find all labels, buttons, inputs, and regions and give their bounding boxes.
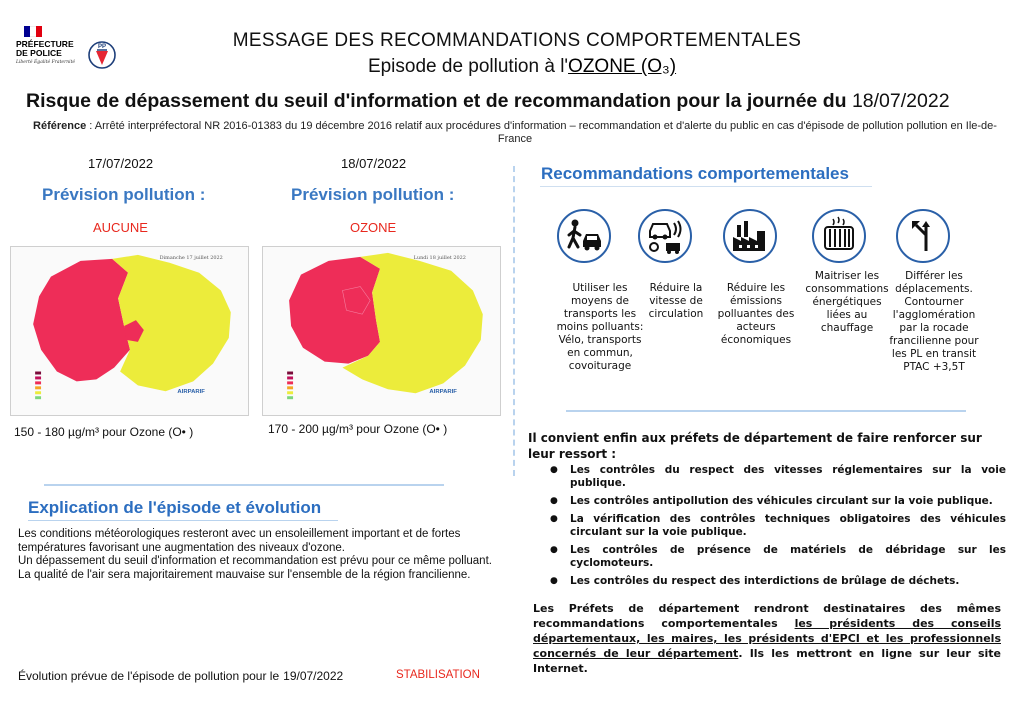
prefecture-motto: Liberté Égalité Fraternité bbox=[16, 60, 76, 65]
forecast-date-1: 17/07/2022 bbox=[88, 156, 154, 171]
emblem-initials: PP bbox=[97, 44, 107, 50]
controls-list bbox=[550, 464, 1006, 593]
section-divider bbox=[44, 484, 444, 486]
list-item: ● Les contrôles du respect des interdictions de brûlage de déchets. bbox=[550, 575, 1006, 588]
page-subtitle bbox=[0, 56, 1024, 78]
final-recipients: les présidents des conseils départementaux, les maires, les présidents d'EPCI et les professionnels concernés de leur département bbox=[533, 617, 1002, 660]
evolution-line bbox=[18, 669, 343, 683]
prefects-intro: Il convient enfin aux préfets de département de faire renforcer sur leur ressort : bbox=[528, 431, 982, 461]
subtitle-pollutant: OZONE (O₃) bbox=[568, 56, 677, 77]
evolution-label: Évolution prévue de l'épisode de pollution pour le bbox=[18, 669, 280, 683]
pollution-map-2 bbox=[262, 246, 501, 416]
forecast-date-2: 18/07/2022 bbox=[341, 156, 407, 171]
reference-note bbox=[20, 120, 1010, 146]
map-legend-2 bbox=[287, 372, 293, 400]
detour-sign-icon bbox=[896, 209, 950, 263]
risk-date: 18/07/2022 bbox=[851, 90, 950, 112]
map-caption-1: Dimanche 17 juillet 2022 bbox=[159, 254, 223, 261]
explanation-title: Explication de l'épisode et évolution bbox=[28, 498, 322, 517]
list-item: ● Les contrôles de présence de matériels de débridage sur les cyclomoteurs. bbox=[550, 544, 1006, 570]
recommendation-text-1: Utiliser les moyens de transports les moins polluants: Vélo, transports en commun, covoiturage bbox=[556, 282, 644, 372]
evolution-status: STABILISATION bbox=[396, 669, 480, 681]
pedestrian-car-icon bbox=[557, 209, 611, 263]
airparif-logo-2: AIRPARIF bbox=[429, 389, 457, 396]
radiator-icon bbox=[812, 209, 866, 263]
forecast-label-1: Prévision pollution : bbox=[42, 185, 206, 204]
explanation-body: Les conditions météorologiques resteront avec un ensoleillement important et de fortes températures favorisant une augmentation des niveaux d'ozone. Un dépassement du seuil d'information et recommandation est prévu pour ce même polluant. La qualité de l'air sera majoritairement mauvaise sur l'ensemble de la région francilienne. bbox=[18, 528, 492, 581]
recommendations-divider bbox=[566, 410, 966, 412]
airparif-logo-1: AIRPARIF bbox=[177, 389, 205, 396]
subtitle-prefix: Episode de pollution à l' bbox=[367, 56, 569, 77]
risk-heading bbox=[26, 90, 1006, 113]
speed-car-icon bbox=[638, 209, 692, 263]
recommendation-text-3: Réduire les émissions polluantes des acteurs économiques bbox=[717, 282, 795, 346]
final-paragraph bbox=[533, 601, 1001, 676]
prefecture-name-line2: DE POLICE bbox=[16, 48, 62, 58]
prefecture-name-line1: PRÉFECTURE bbox=[16, 39, 74, 49]
risk-text: Risque de dépassement du seuil d'information et de recommandation pour la journée du bbox=[26, 90, 847, 112]
final-start: Les Préfets de département rendront destinataires des mêmes recommandations comportementales bbox=[533, 602, 1001, 630]
map-legend-1 bbox=[35, 372, 41, 400]
reference-text: : Arrêté interpréfectoral NR 2016-01383 du 19 décembre 2016 relatif aux procédures d'information – recommandation et d'alerte du public en cas d'épisode de pollution pollution en Ile-de-France bbox=[86, 120, 997, 145]
concentration-2: 170 - 200 µg/m³ pour Ozone (O• ) bbox=[268, 422, 448, 436]
factory-icon bbox=[723, 209, 777, 263]
recommendations-title: Recommandations comportementales bbox=[541, 164, 849, 183]
pollution-map-1 bbox=[10, 246, 249, 416]
concentration-1: 150 - 180 µg/m³ pour Ozone (O• ) bbox=[14, 425, 194, 439]
recommendation-text-4: Maitriser les consommations énergétiques liées au chauffage bbox=[805, 270, 889, 334]
column-divider bbox=[513, 166, 515, 476]
map-caption-2: Lundi 18 juillet 2022 bbox=[413, 254, 466, 261]
final-end: . Ils les mettront en ligne sur leur site Internet. bbox=[533, 647, 1002, 675]
explanation-underline bbox=[28, 520, 338, 521]
reference-label: Référence bbox=[33, 120, 87, 132]
recommendation-text-5: Différer les déplacements. Contourner l'agglomération par la rocade francilienne pour les PL en transit PTAC +3,5T bbox=[889, 270, 979, 373]
evolution-date: 19/07/2022 bbox=[283, 669, 344, 683]
forecast-level-1: AUCUNE bbox=[93, 220, 148, 235]
forecast-level-2: OZONE bbox=[350, 220, 397, 235]
page-title: MESSAGE DES RECOMMANDATIONS COMPORTEMENTALES bbox=[232, 30, 802, 51]
list-item: ● La vérification des contrôles techniques obligatoires des véhicules circulant sur la voie publique. bbox=[550, 513, 1006, 539]
forecast-label-2: Prévision pollution : bbox=[291, 185, 455, 204]
list-item: ● Les contrôles du respect des vitesses réglementaires sur la voie publique. bbox=[550, 464, 1006, 490]
recommendation-text-2: Réduire la vitesse de circulation bbox=[648, 282, 704, 320]
recommendations-underline bbox=[540, 186, 872, 187]
list-item: ● Les contrôles antipollution des véhicules circulant sur la voie publique. bbox=[550, 495, 1006, 508]
